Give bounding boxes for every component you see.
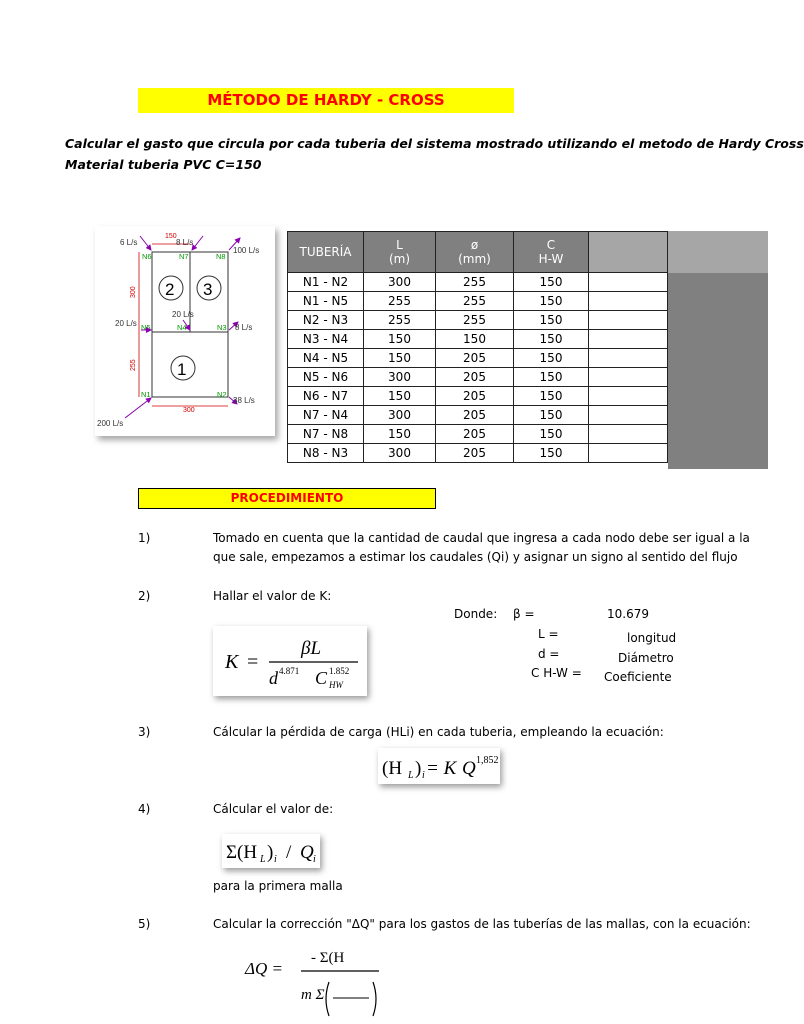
formula-sum-close: ) bbox=[267, 842, 274, 863]
table-row bbox=[288, 387, 668, 406]
procedimiento-header: PROCEDIMIENTO bbox=[138, 488, 436, 509]
step-2-number: 2) bbox=[138, 589, 151, 603]
table-row bbox=[288, 273, 668, 292]
cell-c: 150 bbox=[514, 349, 589, 368]
length-bottom: 300 bbox=[183, 407, 195, 414]
d-label: d = bbox=[538, 647, 560, 661]
flow-label-20-n4: 20 L/s bbox=[172, 310, 194, 319]
cell-tuberia: N8 - N3 bbox=[288, 444, 364, 463]
formula-k bbox=[213, 626, 367, 696]
formula-k-d-exp: 4.871 bbox=[279, 666, 300, 676]
cell-length: 150 bbox=[364, 387, 436, 406]
step-1-line-1: Tomado en cuenta que la cantidad de caudal que ingresa a cada nodo debe ser igual a la bbox=[213, 531, 750, 545]
page-title: MÉTODO DE HARDY - CROSS bbox=[138, 88, 514, 113]
formula-k-c: C bbox=[315, 668, 328, 688]
cell-tuberia: N1 - N2 bbox=[288, 273, 364, 292]
step-1-text bbox=[213, 531, 750, 571]
formula-hl-open: (H bbox=[382, 758, 403, 779]
cell-tuberia: N5 - N6 bbox=[288, 368, 364, 387]
loop-3-label: 3 bbox=[203, 280, 213, 299]
l-label: L = bbox=[538, 627, 559, 641]
cell-gasto bbox=[589, 425, 668, 444]
flow-label-200: 200 L/s bbox=[97, 419, 124, 428]
step-1-line-2: que sale, empezamos a estimar los caudales (Qi) y asignar un signo al sentido del flujo bbox=[213, 550, 738, 564]
cell-length: 150 bbox=[364, 425, 436, 444]
beta-value: 10.679 bbox=[607, 607, 649, 621]
formula-dq bbox=[243, 944, 381, 1024]
cell-c: 150 bbox=[514, 368, 589, 387]
network-diagram bbox=[95, 226, 275, 436]
cell-length: 300 bbox=[364, 273, 436, 292]
cell-diameter: 205 bbox=[436, 425, 514, 444]
cell-diameter: 150 bbox=[436, 330, 514, 349]
cell-diameter: 205 bbox=[436, 444, 514, 463]
cell-gasto bbox=[589, 292, 668, 311]
formula-sum-sigma: Σ(H bbox=[226, 842, 258, 863]
node-n4: N4 bbox=[177, 323, 187, 332]
cell-gasto bbox=[589, 368, 668, 387]
formula-hl-eq: = K bbox=[426, 758, 457, 779]
formula-dq-lhs: ΔQ = bbox=[245, 959, 283, 978]
formula-hl-sub: L bbox=[408, 770, 414, 781]
flow-label-8-top: 8 L/s bbox=[176, 238, 194, 247]
col-tuberia: TUBERÍA bbox=[288, 232, 364, 273]
beta-label: β = bbox=[513, 607, 535, 621]
formula-dq-numerator: - Σ(H bbox=[311, 950, 345, 966]
flow-label-100: 100 L/s bbox=[233, 246, 260, 255]
formula-k-eq: = bbox=[247, 651, 259, 673]
table-right-shade bbox=[668, 273, 768, 469]
formula-sum-sub: L bbox=[260, 854, 266, 865]
intro-line-2: Material tuberia PVC C=150 bbox=[65, 157, 262, 172]
flow-label-38: 38 L/s bbox=[233, 396, 255, 405]
table-row bbox=[288, 406, 668, 425]
length-left-lower: 255 bbox=[130, 359, 137, 371]
d-value: Diámetro bbox=[618, 651, 674, 665]
cell-c: 150 bbox=[514, 273, 589, 292]
cell-length: 150 bbox=[364, 349, 436, 368]
cell-c: 150 bbox=[514, 292, 589, 311]
cell-tuberia: N1 - N5 bbox=[288, 292, 364, 311]
cell-gasto bbox=[589, 349, 668, 368]
node-n6: N6 bbox=[142, 252, 152, 261]
cell-c: 150 bbox=[514, 387, 589, 406]
cell-length: 300 bbox=[364, 444, 436, 463]
formula-sum-q: Q bbox=[300, 842, 314, 863]
node-n7: N7 bbox=[179, 252, 189, 261]
c-value-clip bbox=[604, 666, 672, 684]
formula-sum-slash: / bbox=[286, 842, 292, 863]
node-n3: N3 bbox=[217, 323, 227, 332]
cell-length: 300 bbox=[364, 368, 436, 387]
formula-k-c-exp: 1.852 bbox=[329, 666, 350, 676]
formula-hl bbox=[378, 748, 500, 784]
col-c: C H-W bbox=[514, 232, 589, 273]
cell-tuberia: N7 - N8 bbox=[288, 425, 364, 444]
flow-label-6: 6 L/s bbox=[120, 238, 138, 247]
node-n1: N1 bbox=[141, 390, 151, 399]
col-gasto bbox=[589, 232, 668, 273]
formula-hl-i: i bbox=[422, 770, 425, 781]
cell-c: 150 bbox=[514, 425, 589, 444]
loop-2-label: 2 bbox=[165, 280, 175, 299]
cell-diameter: 255 bbox=[436, 292, 514, 311]
cell-length: 255 bbox=[364, 292, 436, 311]
cell-gasto bbox=[589, 311, 668, 330]
flow-label-20-left: 20 L/s bbox=[115, 319, 137, 328]
d-value-clip bbox=[618, 647, 674, 665]
cell-c: 150 bbox=[514, 444, 589, 463]
cell-length: 300 bbox=[364, 406, 436, 425]
cell-c: 150 bbox=[514, 311, 589, 330]
table-row bbox=[288, 368, 668, 387]
cell-gasto bbox=[589, 406, 668, 425]
cell-length: 150 bbox=[364, 330, 436, 349]
node-n8: N8 bbox=[216, 252, 226, 261]
col-diameter: ø (mm) bbox=[436, 232, 514, 273]
formula-k-numerator: βL bbox=[301, 638, 322, 659]
c-label: C H-W = bbox=[531, 666, 582, 680]
formula-dq-denominator: m Σ bbox=[301, 987, 325, 1003]
cell-tuberia: N3 - N4 bbox=[288, 330, 364, 349]
step-1-number: 1) bbox=[138, 531, 151, 545]
cell-diameter: 255 bbox=[436, 273, 514, 292]
c-value: Coeficiente bbox=[604, 670, 672, 684]
cell-tuberia: N4 - N5 bbox=[288, 349, 364, 368]
cell-diameter: 205 bbox=[436, 368, 514, 387]
formula-sum-qi: i bbox=[313, 854, 316, 865]
formula-hl-q: Q bbox=[462, 758, 476, 779]
cell-c: 150 bbox=[514, 330, 589, 349]
pipe-table bbox=[287, 231, 668, 463]
step-5-text-clip bbox=[213, 917, 751, 935]
table-row bbox=[288, 444, 668, 463]
table-row bbox=[288, 349, 668, 368]
cell-diameter: 205 bbox=[436, 349, 514, 368]
cell-diameter: 255 bbox=[436, 311, 514, 330]
network-diagram-svg bbox=[95, 226, 275, 436]
table-row bbox=[288, 311, 668, 330]
formula-hl-close: ) bbox=[415, 758, 422, 779]
step-3-text: Cálcular la pérdida de carga (HLi) en cada tuberia, empleando la ecuación: bbox=[213, 725, 664, 739]
cell-tuberia: N2 - N3 bbox=[288, 311, 364, 330]
table-row bbox=[288, 292, 668, 311]
node-n5: N5 bbox=[141, 323, 151, 332]
formula-k-lhs: K bbox=[225, 651, 239, 673]
step-5-text: Calcular la corrección "ΔQ" para los gastos de las tuberías de las mallas, con la ecuación: bbox=[213, 917, 751, 931]
table-row bbox=[288, 330, 668, 349]
length-top: 150 bbox=[165, 233, 177, 240]
step-4-subtext: para la primera malla bbox=[213, 879, 343, 893]
flow-label-8-right: 8 L/s bbox=[235, 323, 253, 332]
cell-gasto bbox=[589, 387, 668, 406]
step-3-number: 3) bbox=[138, 725, 151, 739]
formula-k-c-sub: HW bbox=[329, 680, 343, 690]
table-row bbox=[288, 425, 668, 444]
cell-gasto bbox=[589, 273, 668, 292]
step-4-text: Cálcular el valor de: bbox=[213, 802, 334, 816]
donde-label: Donde: bbox=[454, 607, 498, 621]
formula-hl-exp: 1,852 bbox=[476, 755, 499, 766]
loop-1-label: 1 bbox=[177, 360, 187, 379]
step-2-text: Hallar el valor de K: bbox=[213, 589, 332, 603]
cell-c: 150 bbox=[514, 406, 589, 425]
formula-sum bbox=[222, 834, 320, 868]
cell-tuberia: N7 - N4 bbox=[288, 406, 364, 425]
cell-diameter: 205 bbox=[436, 406, 514, 425]
intro-line-1: Calcular el gasto que circula por cada tuberia del sistema mostrado utilizando el metodo de Hardy Cross bbox=[65, 136, 804, 151]
formula-sum-i: i bbox=[274, 854, 277, 865]
step-4-number: 4) bbox=[138, 802, 151, 816]
cell-gasto bbox=[589, 330, 668, 349]
step-5-number: 5) bbox=[138, 917, 151, 931]
formula-k-d: d bbox=[269, 668, 278, 688]
col-length: L (m) bbox=[364, 232, 436, 273]
l-value-clip bbox=[627, 627, 677, 645]
node-n2: N2 bbox=[217, 390, 227, 399]
cell-diameter: 205 bbox=[436, 387, 514, 406]
length-left-upper: 300 bbox=[130, 286, 137, 298]
cell-length: 255 bbox=[364, 311, 436, 330]
cell-tuberia: N6 - N7 bbox=[288, 387, 364, 406]
l-value: longitud bbox=[627, 631, 677, 645]
cell-gasto bbox=[589, 444, 668, 463]
